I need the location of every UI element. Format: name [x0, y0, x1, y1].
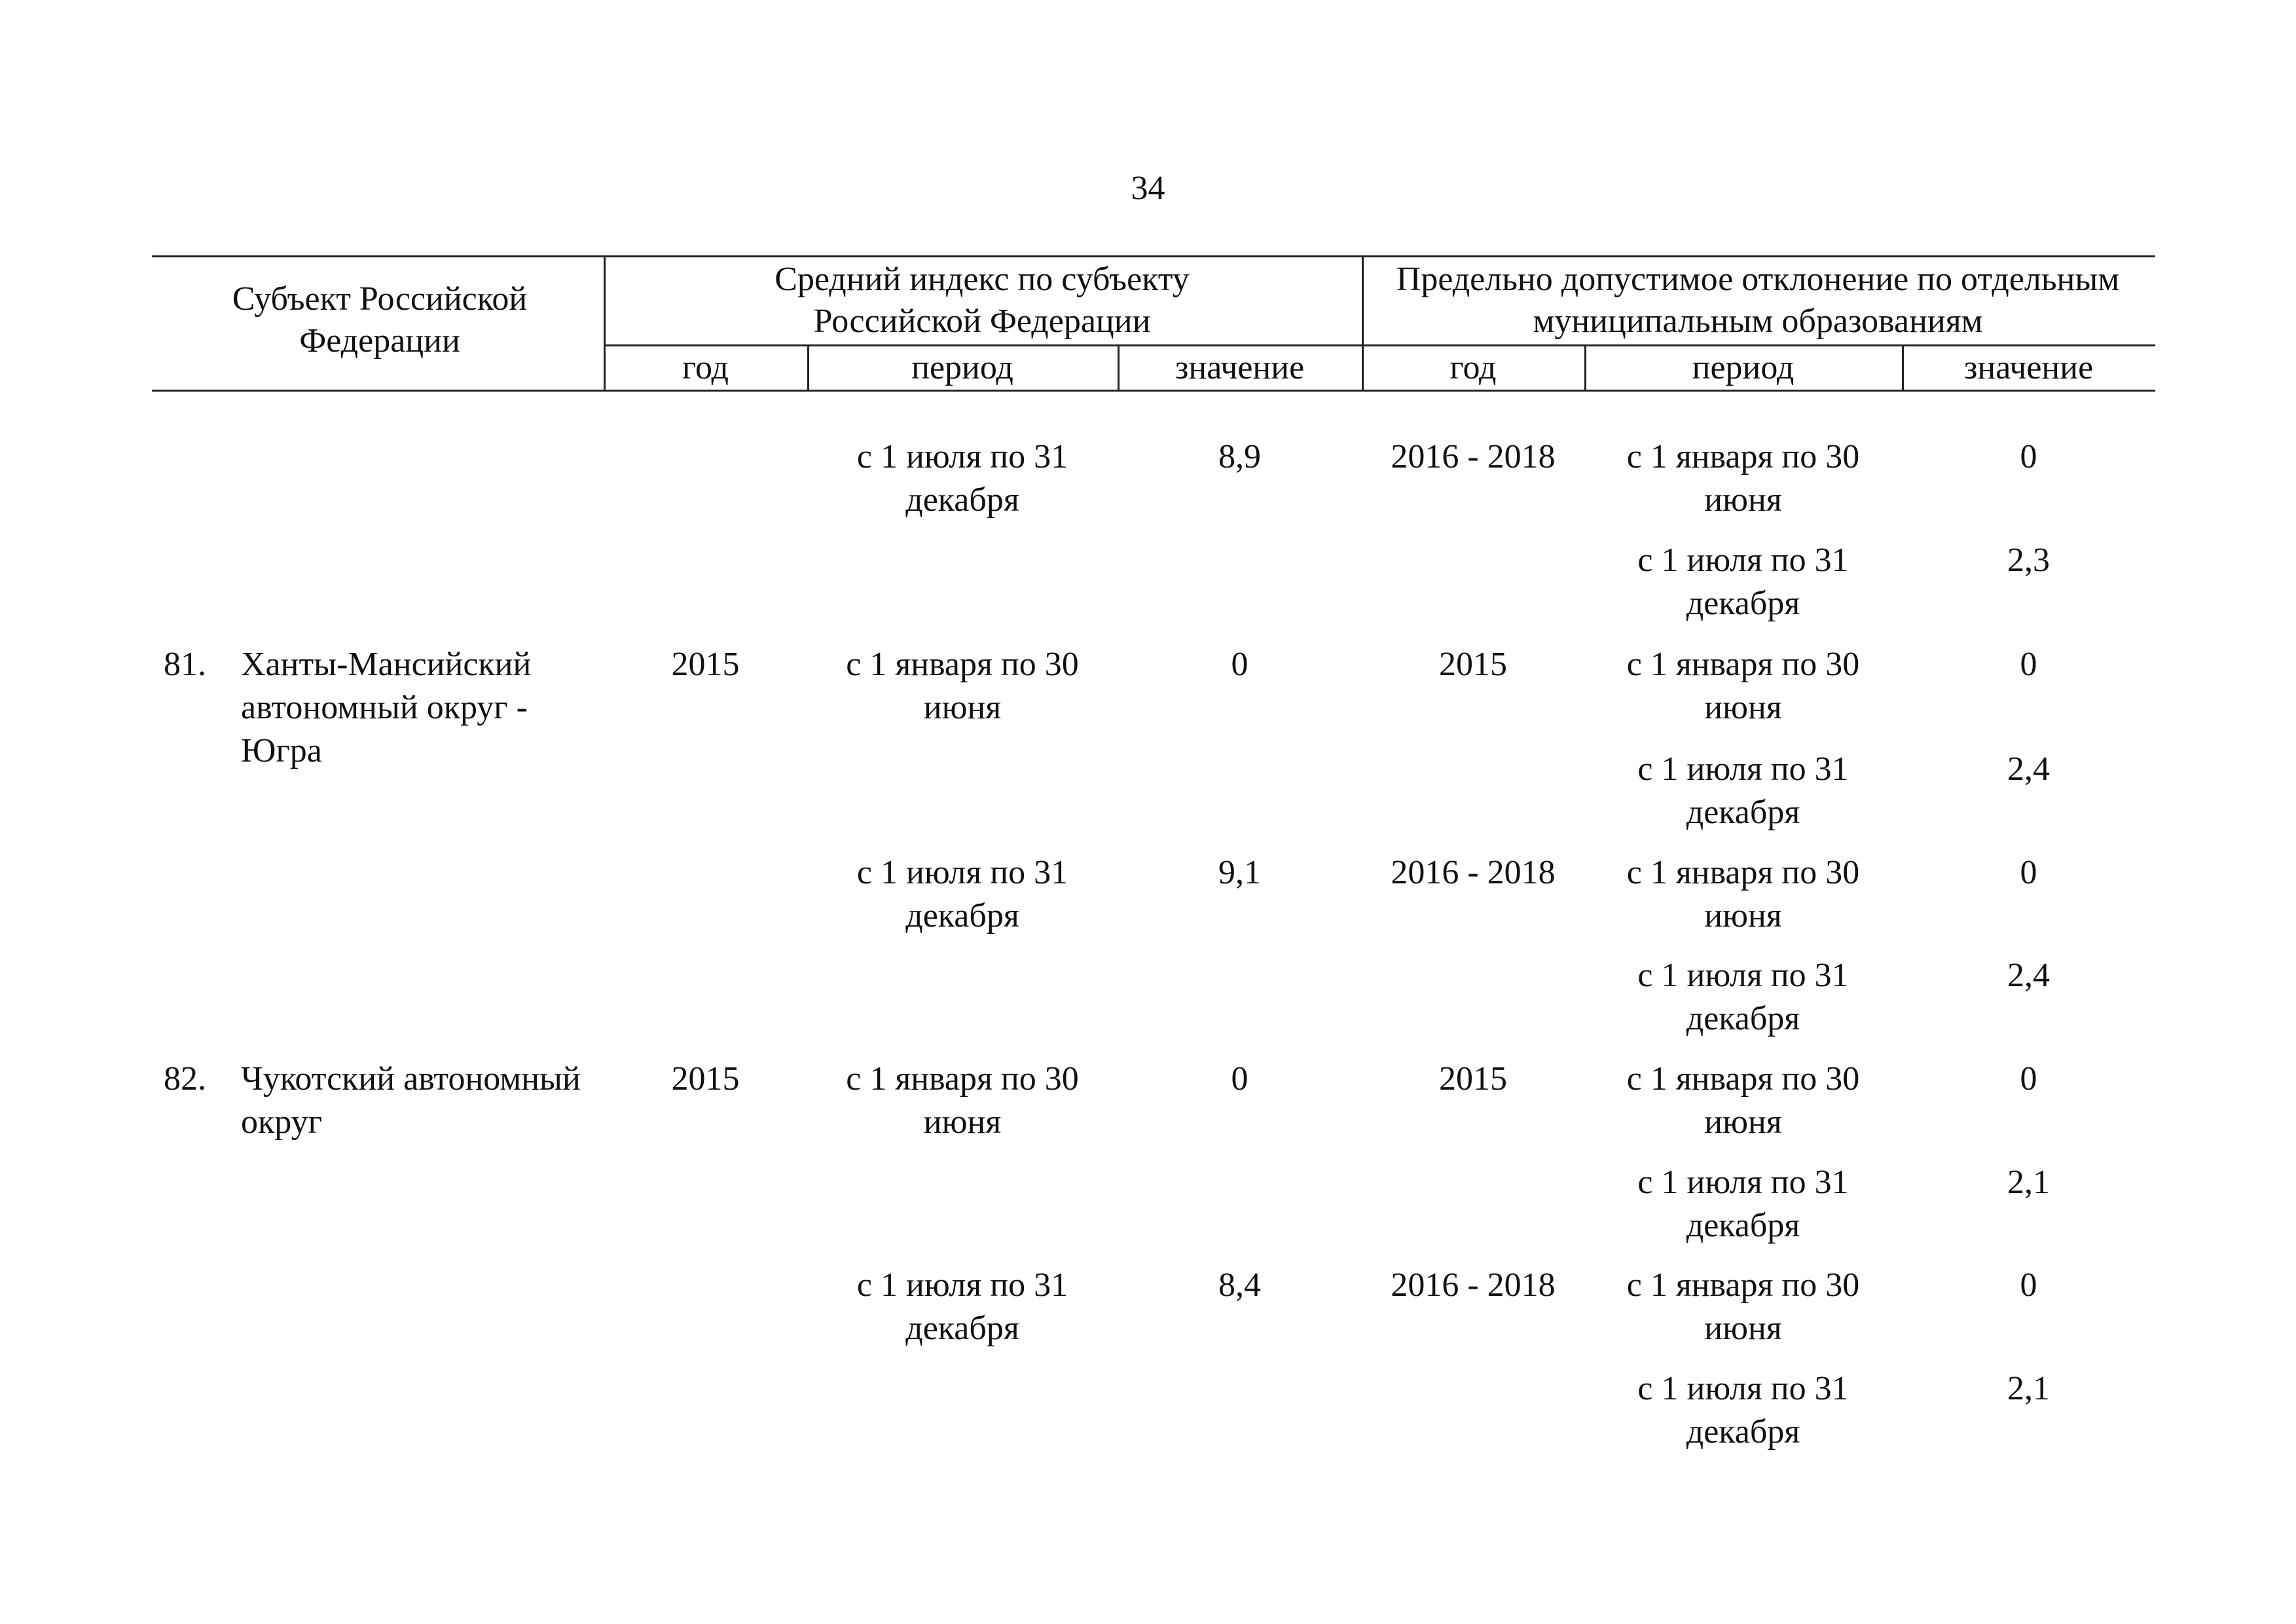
- table-cell-value: 8,9: [1218, 438, 1261, 475]
- table-cell-value: 0: [1231, 646, 1248, 683]
- table-cell-dev-period: с 1 июля по 31 декабря: [1637, 1370, 1849, 1450]
- header-max-deviation: Предельно допустимое отклонение по отдельным муниципальным образованиям: [1396, 261, 2120, 340]
- table-cell-dev-value: 0: [2020, 438, 2037, 475]
- table-cell-dev-year: 2016 - 2018: [1391, 854, 1556, 891]
- table-header-mid-rule: [604, 344, 2155, 346]
- header-period: период: [1692, 349, 1795, 386]
- table-cell-period: с 1 января по 30 июня: [846, 1060, 1079, 1141]
- table-cell-dev-period: с 1 января по 30 июня: [1626, 1266, 1860, 1347]
- header-value: значение: [1963, 349, 2094, 386]
- table-cell-dev-year: 2016 - 2018: [1391, 438, 1556, 475]
- table-cell-period: с 1 июля по 31 декабря: [856, 438, 1068, 519]
- table-cell-dev-period: с 1 января по 30 июня: [1626, 438, 1860, 519]
- table-cell-dev-value: 2,4: [2007, 750, 2050, 788]
- table-cell-period: с 1 июля по 31 декабря: [856, 854, 1068, 934]
- table-cell-subject: Чукотский автономный округ: [241, 1060, 581, 1141]
- table-cell-dev-year: 2015: [1439, 646, 1507, 683]
- table-cell-dev-value: 2,3: [2007, 542, 2050, 579]
- header-value: значение: [1175, 349, 1305, 386]
- table-cell-dev-value: 0: [2020, 646, 2037, 683]
- table-cell-dev-period: с 1 июля по 31 декабря: [1637, 750, 1849, 831]
- table-cell-dev-period: с 1 июля по 31 декабря: [1637, 542, 1849, 622]
- table-cell-year: 2015: [671, 1060, 740, 1098]
- header-subject: Субъект Российской Федерации: [232, 280, 528, 360]
- table-cell-subject: Ханты-Мансийский автономный округ - Югра: [241, 646, 532, 769]
- table-cell-dev-period: с 1 января по 30 июня: [1626, 1060, 1860, 1141]
- header-period: период: [911, 349, 1013, 386]
- header-average-index: Средний индекс по субъекту Российской Федерации: [774, 261, 1190, 340]
- table-cell-dev-period: с 1 июля по 31 декабря: [1637, 957, 1849, 1037]
- table-cell-num: 81.: [164, 646, 206, 683]
- page-number: 34: [1131, 170, 1165, 207]
- table-cell-dev-value: 0: [2020, 1060, 2037, 1098]
- table-cell-dev-period: с 1 июля по 31 декабря: [1637, 1164, 1849, 1244]
- table-cell-dev-period: с 1 января по 30 июня: [1626, 646, 1860, 726]
- table-cell-period: с 1 января по 30 июня: [846, 646, 1079, 726]
- table-cell-value: 8,4: [1218, 1266, 1261, 1304]
- table-cell-dev-period: с 1 января по 30 июня: [1626, 854, 1860, 934]
- table-cell-value: 9,1: [1218, 854, 1261, 891]
- table-cell-period: с 1 июля по 31 декабря: [856, 1266, 1068, 1347]
- table-cell-dev-value: 2,1: [2007, 1164, 2050, 1201]
- table-cell-dev-value: 0: [2020, 854, 2037, 891]
- table-cell-dev-year: 2015: [1439, 1060, 1507, 1098]
- table-top-rule: [152, 255, 2155, 257]
- table-cell-year: 2015: [671, 646, 740, 683]
- table-cell-dev-value: 2,1: [2007, 1370, 2050, 1407]
- table-header-bottom-rule: [152, 390, 2155, 392]
- table-cell-dev-value: 2,4: [2007, 957, 2050, 994]
- header-year: год: [682, 349, 729, 386]
- table-cell-dev-value: 0: [2020, 1266, 2037, 1304]
- header-year: год: [1449, 349, 1497, 386]
- table-cell-value: 0: [1231, 1060, 1248, 1098]
- table-cell-num: 82.: [164, 1060, 206, 1098]
- table-cell-dev-year: 2016 - 2018: [1391, 1266, 1556, 1304]
